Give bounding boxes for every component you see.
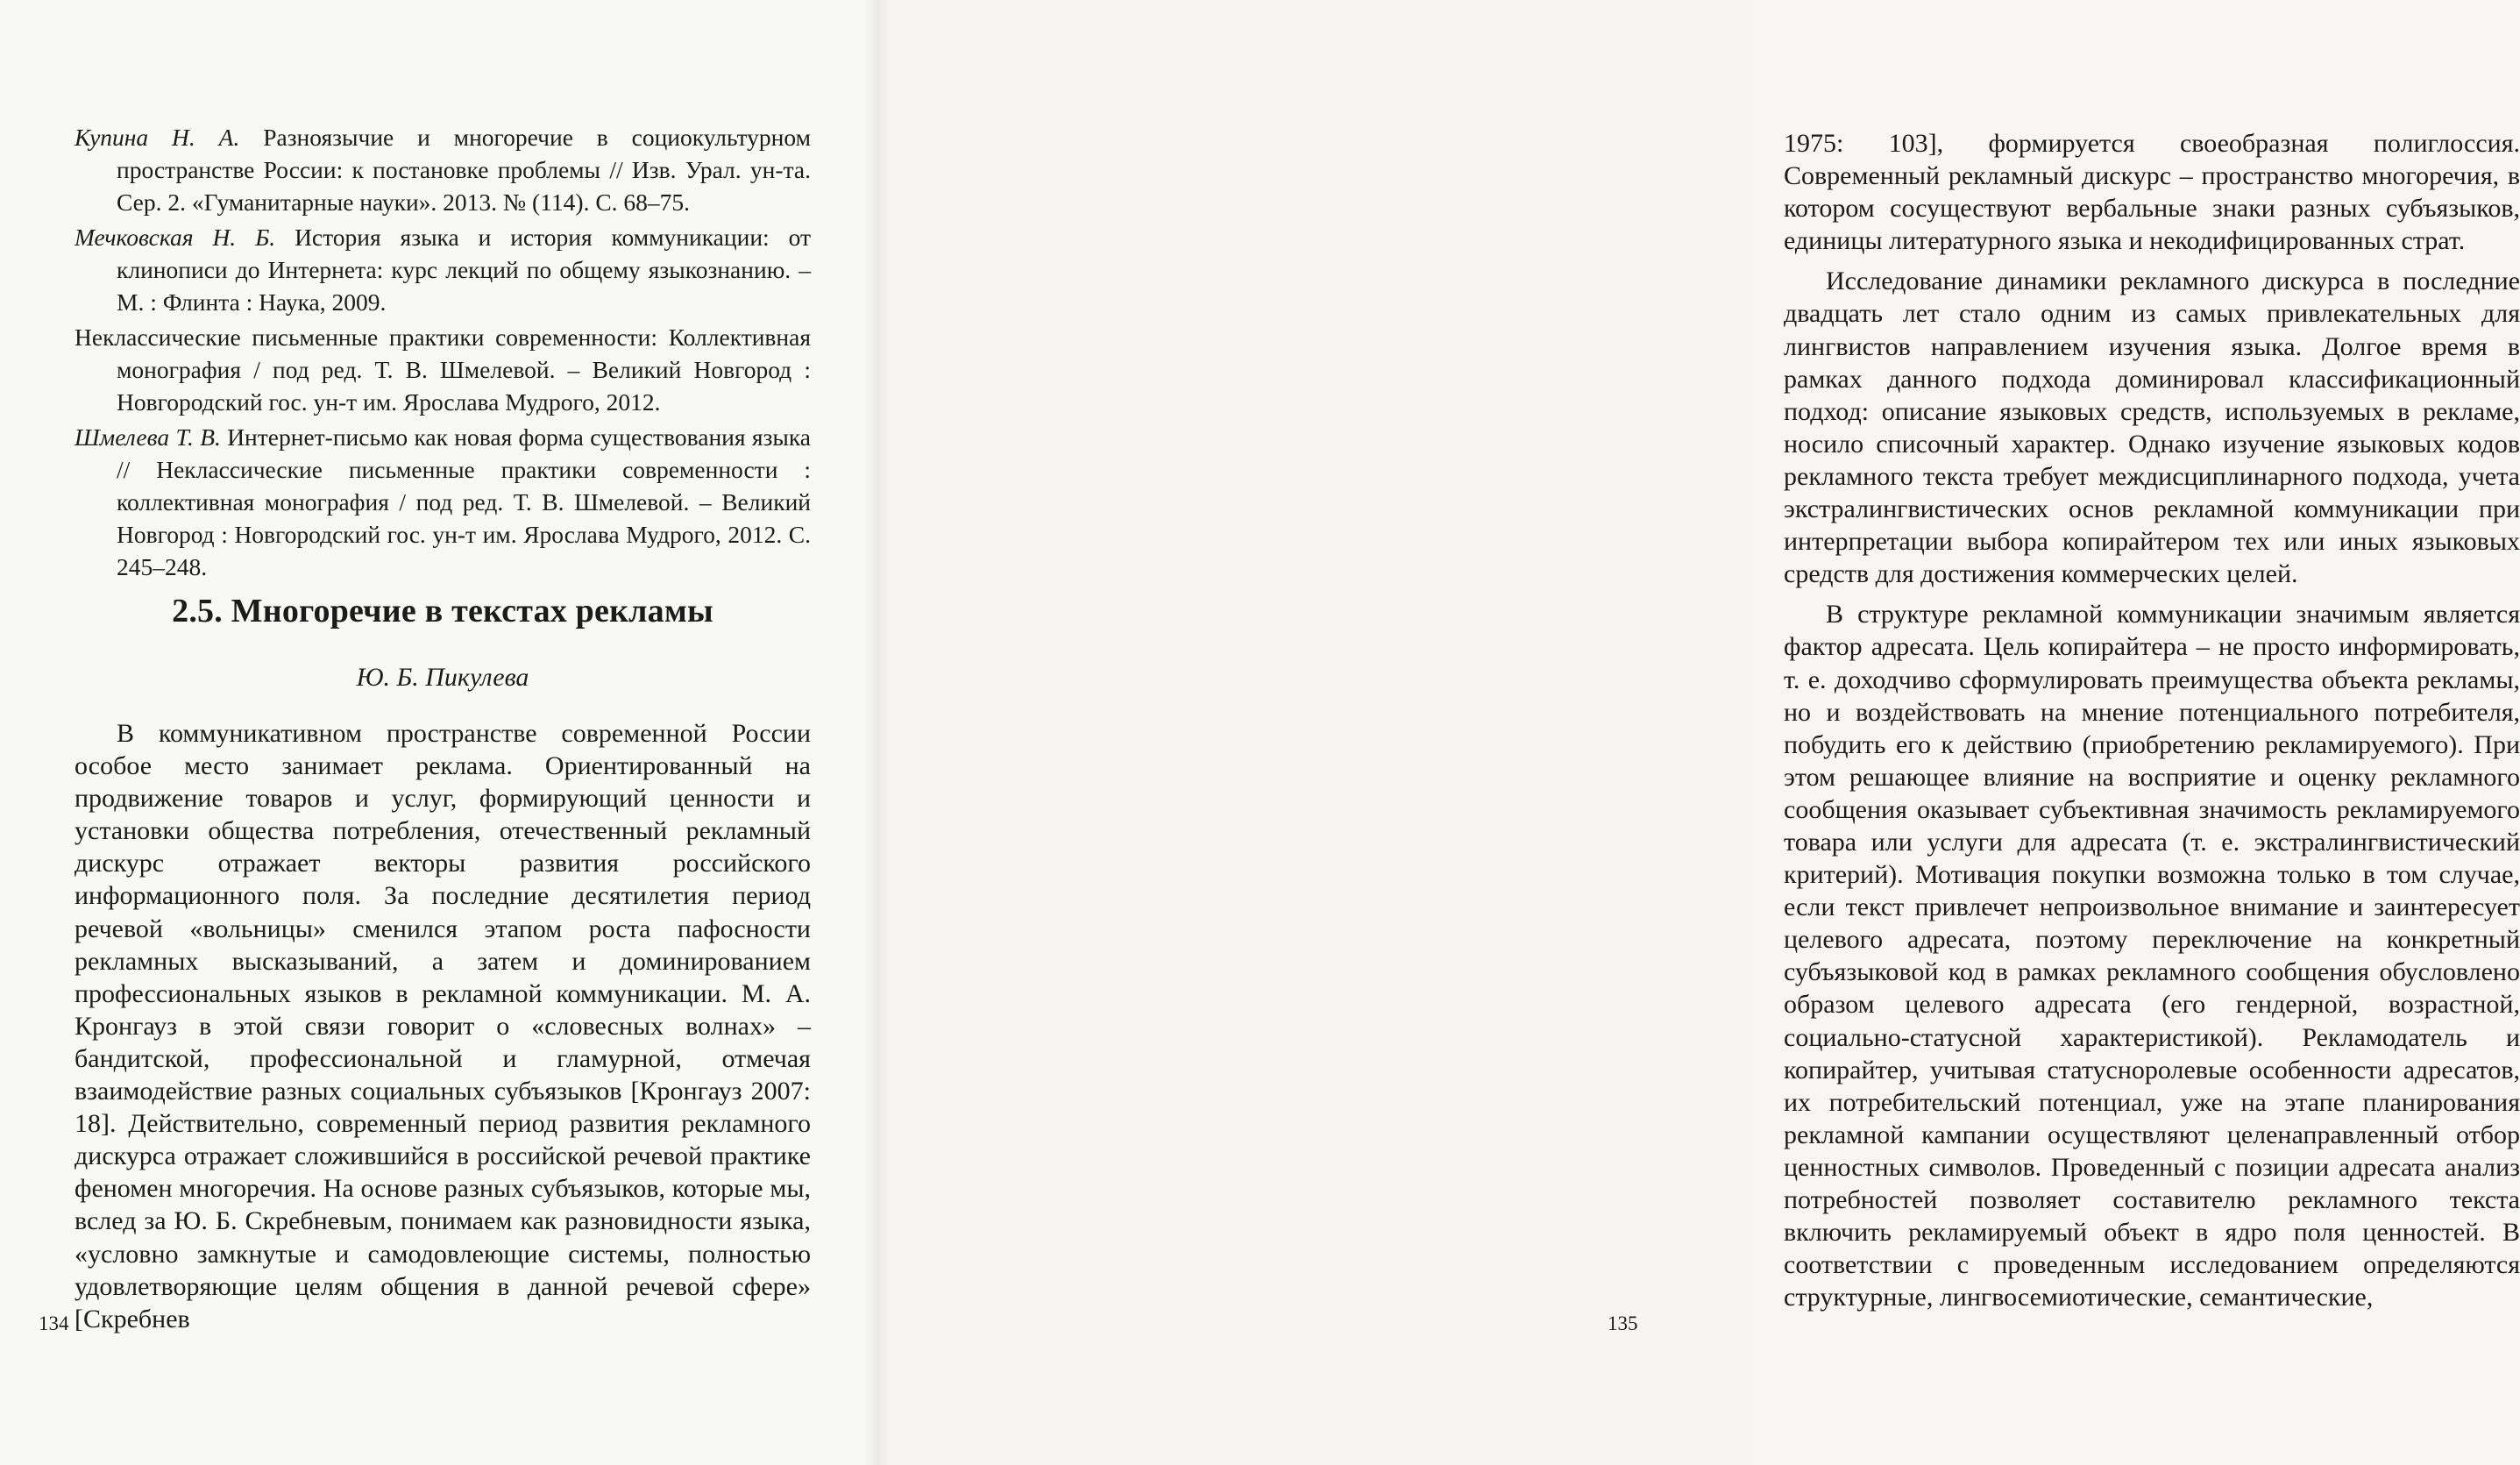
body-paragraph: Исследование динамики рекламного дискурса в последние двадцать лет стало одним из самых привлекательных для лингвистов направлением изучения языка. Долгое время в рамках данного подхода доминировал классификационный подход: описание языковых средств, используемых в рекламе, носило списочный характер. Однако изучение языковых кодов рекламного текста требует междисциплинарного подхода, учета экстралингвистических основ рекламной коммуникации при интерпретации выбора копирайтером тех или иных языковых средств для достижения коммерческих целей. — [1784, 267, 2520, 589]
right-body-text — [1784, 127, 2520, 1313]
book-gutter — [863, 0, 890, 1465]
reference-entry — [75, 421, 811, 583]
body-paragraph: В структуре рекламной коммуникации значимым является фактор адресата. Цель копирайтера – не просто информировать, т. е. доходчиво сформулировать преимущества объекта рекламы, но и воздействовать на мнение потенциального потребителя, побудить его к действию (приобретению рекламируемого). При этом решающее влияние на восприятие и оценку рекламного сообщения оказывает субъективная значимость рекламируемого товара или услуги для адресата (т. е. экстралингвистический критерий). Мотивация покупки возможна только в том случае, если текст привлечет непроизвольное внимание и заинтересует целевого адресата, поэтому переключение на конкретный субъязыковой код в рамках рекламного сообщения обусловлено образом целевого адресата (его гендерной, возрастной, социально-статусной характеристикой). Рекламодатель и копирайтер, учитывая статусноролевые особенности адресатов, их потребительский потенциал, уже на этапе планирования рекламной кампании осуществляют целенаправленный отбор ценностных символов. Проведенный с позиции адресата анализ потребностей позволяет составителю рекламного текста включить рекламируемый объект в ядро поля ценностей. В соответствии с проведенным исследованием определяются структурные, лингвосемиотические, семантические, — [1784, 600, 2520, 1312]
reference-text: Интернет-письмо как новая форма существования языка // Неклассические письменные практики современности : коллективная монография / под ред. Т. В. Шмелевой. – Великий Новгород : Новгородский гос. ун-т им. Ярослава Мудрого, 2012. С. 245–248. — [117, 423, 811, 580]
body-paragraph: В коммуникативном пространстве современной России особое место занимает реклама. Ориентированный на продвижение товаров и услуг, формирующий ценности и установки общества потребления, отечественный рекламный дискурс отражает векторы развития российского информационного поля. За последние десятилетия период речевой «вольницы» сменился этапом роста пафосности рекламных высказываний, а затем и доминированием профессиональных языков в рекламной коммуникации. М. А. Кронгауз в этой связи говорит о «словесных волнах» – бандитской, профессиональной и гламурной, отмечая взаимодействие разных социальных субъязыков [Кронгауз 2007: 18]. Действительно, современный период развития рекламного дискурса отражает сложившийся в российской речевой практике феномен многоречия. На основе разных субъязыков, которые мы, вслед за Ю. Б. Скребневым, понимаем как разновидности языка, «условно замкнутые и самодовлеющие системы, полностью удовлетворяющие целям общения в данной речевой сфере» [Скребнев — [75, 719, 811, 1333]
reference-text: Неклассические письменные практики современности: Коллективная монография / под ред. Т. В. Шмелевой. – Великий Новгород : Новгородский гос. ун-т им. Ярослава Мудрого, 2012. — [75, 324, 811, 416]
reference-author: Шмелева Т. В. — [75, 423, 221, 451]
reference-author: Мечковская Н. Б. — [75, 224, 276, 251]
author-byline: Ю. Б. Пикулева — [356, 663, 529, 692]
left-page — [0, 0, 877, 1465]
page-number: 135 — [1608, 1312, 1638, 1334]
reference-text: История языка и история коммуникации: от клинописи до Интернета: курс лекций по общему языкознанию. – М. : Флинта : Наука, 2009. — [117, 224, 811, 316]
reference-entry — [75, 221, 811, 318]
section-title: 2.5. Многоречие в текстах рекламы — [172, 593, 713, 629]
body-paragraph: 1975: 103], формируется своеобразная полиглоссия. Современный рекламный дискурс – пространство многоречия, в котором сосуществуют вербальные знаки разных субъязыков, единицы литературного языка и некодифицированных страт. — [1784, 129, 2520, 256]
right-page — [877, 0, 2520, 1465]
references-list — [75, 121, 811, 586]
reference-text: Разноязычие и многоречие в социокультурном пространстве России: к постановке проблемы // Изв. Урал. ун-та. Сер. 2. «Гуманитарные науки». 2013. № (114). С. 68–75. — [117, 124, 812, 216]
page-number: 134 — [39, 1312, 69, 1334]
reference-entry — [75, 321, 811, 418]
reference-author: Купина Н. А. — [75, 124, 240, 151]
left-body-text — [75, 717, 811, 1335]
reference-entry — [75, 121, 811, 218]
